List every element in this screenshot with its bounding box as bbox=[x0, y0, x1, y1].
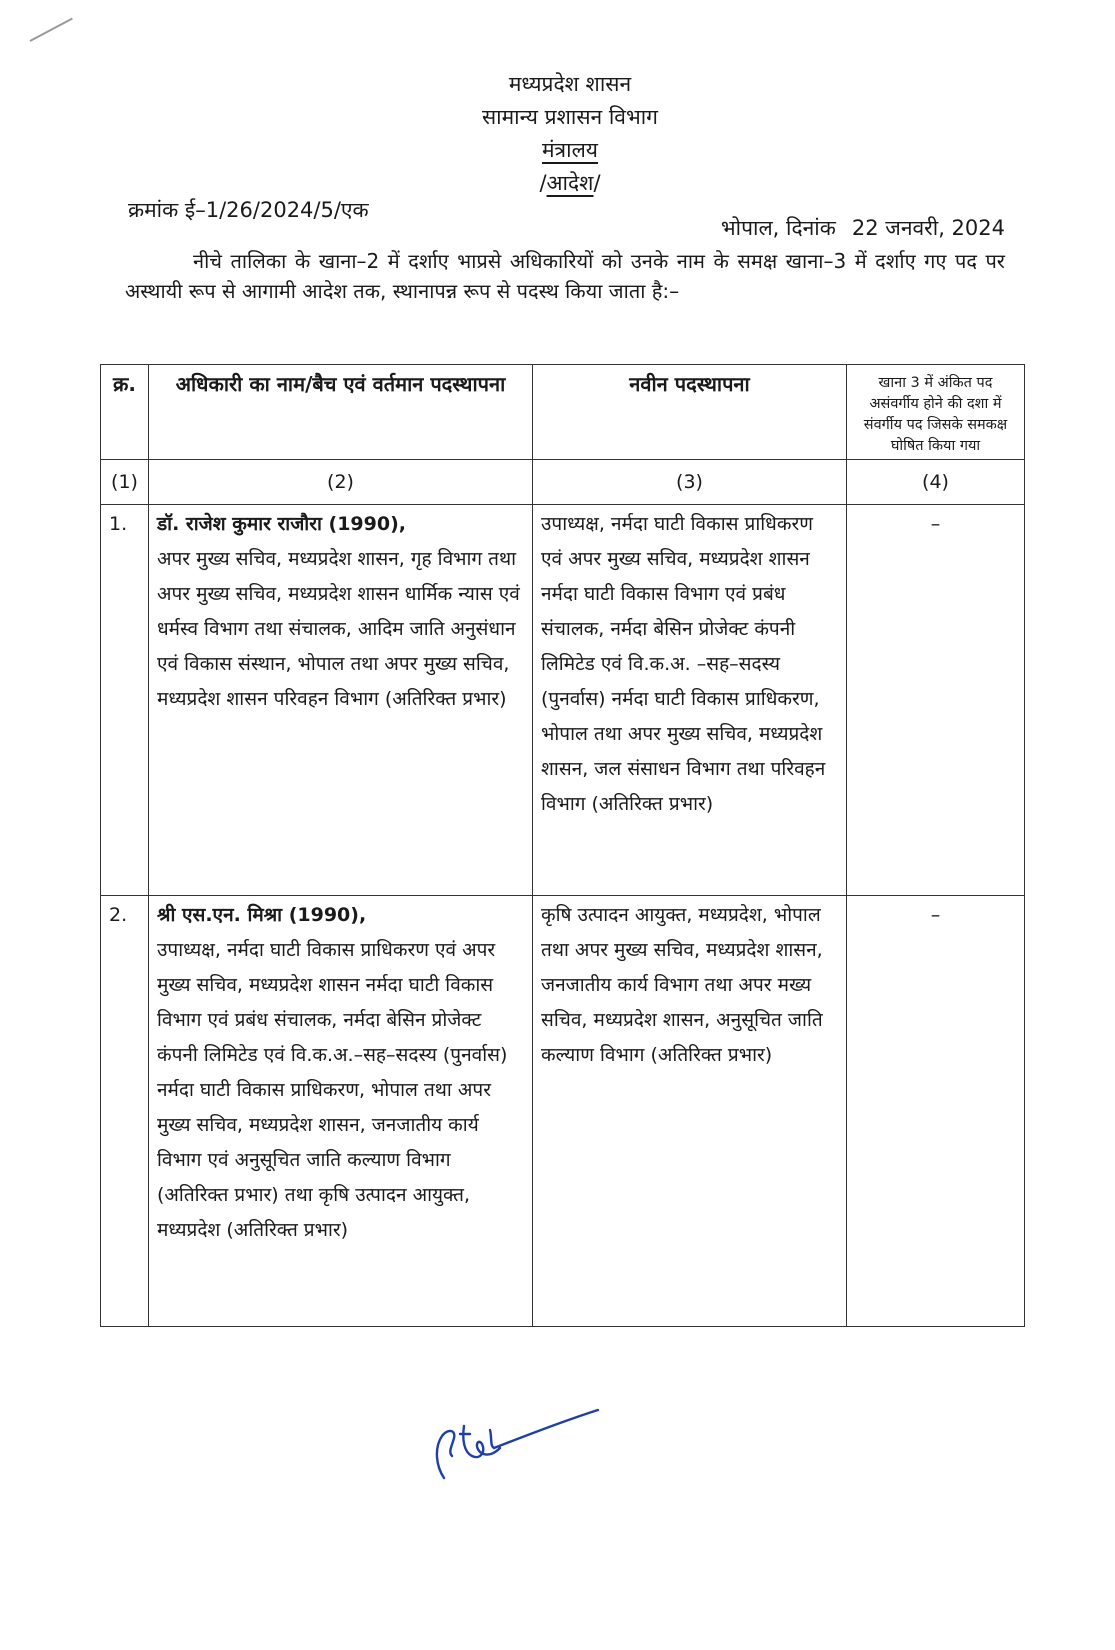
order-date-label: भोपाल, दिनांक bbox=[720, 216, 836, 240]
officer-name: डॉ. राजेश कुमार राजौरा (1990), bbox=[157, 513, 406, 535]
row-serial: 1. bbox=[101, 505, 149, 896]
equivalent-post: – bbox=[847, 896, 1025, 1327]
column-number: (2) bbox=[149, 460, 533, 505]
scan-mark bbox=[30, 18, 73, 42]
officer-cell bbox=[149, 896, 533, 1327]
posting-table bbox=[100, 364, 1025, 1327]
table-row bbox=[101, 896, 1025, 1327]
handwritten-signature-icon bbox=[430, 1408, 600, 1484]
table-row bbox=[101, 505, 1025, 896]
government-name: मध्यप्रदेश शासन bbox=[508, 72, 632, 96]
order-intro-text: नीचे तालिका के खाना–2 में दर्शाए भाप्रसे अधिकारियों को उनके नाम के समक्ष खाना–3 में दर्शाए गए पद पर अस्थायी रूप से आगामी आदेश तक, स्थानापन्न रूप से पदस्थ किया जाता है:– bbox=[125, 249, 1005, 303]
column-number: (3) bbox=[533, 460, 847, 505]
header-serial: क्र. bbox=[101, 365, 149, 460]
document-type-suffix: / bbox=[593, 171, 601, 195]
order-number: क्रमांक ई–1/26/2024/5/एक bbox=[128, 198, 369, 222]
order-date: 22 जनवरी, 2024 bbox=[851, 216, 1005, 240]
table-header-row bbox=[101, 365, 1025, 460]
current-posting: उपाध्यक्ष, नर्मदा घाटी विकास प्राधिकरण एवं अपर मुख्य सचिव, मध्यप्रदेश शासन नर्मदा घाटी विकास विभाग एवं प्रबंध संचालक, नर्मदा बेसिन प्रोजेक्ट कंपनी लिमिटेड एवं वि.क.अ.–सह–सदस्य (पुनर्वास) नर्मदा घाटी विकास प्राधिकरण, भोपाल तथा अपर मुख्य सचिव, मध्यप्रदेश शासन, जनजातीय कार्य विभाग एवं अनुसूचित जाति कल्याण विभाग (अतिरिक्त प्रभार) तथा कृषि उत्पादन आयुक्त, मध्यप्रदेश (अतिरिक्त प्रभार) bbox=[157, 939, 508, 1241]
header-officer: अधिकारी का नाम/बैच एवं वर्तमान पदस्थापना bbox=[149, 365, 533, 460]
document-type-text: आदेश bbox=[546, 171, 594, 195]
column-number: (4) bbox=[847, 460, 1025, 505]
office-name-text: मंत्रालय bbox=[541, 138, 598, 162]
document-type-prefix: / bbox=[539, 171, 547, 195]
new-posting: उपाध्यक्ष, नर्मदा घाटी विकास प्राधिकरण एवं अपर मुख्य सचिव, मध्यप्रदेश शासन नर्मदा घाटी विकास विभाग एवं प्रबंध संचालक, नर्मदा बेसिन प्रोजेक्ट कंपनी लिमिटेड एवं वि.क.अ. –सह–सदस्य (पुनर्वास) नर्मदा घाटी विकास प्राधिकरण, भोपाल तथा अपर मुख्य सचिव, मध्यप्रदेश शासन, जल संसाधन विभाग तथा परिवहन विभाग (अतिरिक्त प्रभार) bbox=[533, 505, 847, 896]
header-new-posting: नवीन पदस्थापना bbox=[533, 365, 847, 460]
column-number-row bbox=[101, 460, 1025, 505]
equivalent-post: – bbox=[847, 505, 1025, 896]
order-date-line bbox=[721, 214, 1005, 242]
current-posting: अपर मुख्य सचिव, मध्यप्रदेश शासन, गृह विभाग तथा अपर मुख्य सचिव, मध्यप्रदेश शासन धार्मिक न्यास एवं धर्मस्व विभाग तथा संचालक, आदिम जाति अनुसंधान एवं विकास संस्थान, भोपाल तथा अपर मुख्य सचिव, मध्यप्रदेश शासन परिवहन विभाग (अतिरिक्त प्रभार) bbox=[157, 548, 520, 710]
department-name: सामान्य प्रशासन विभाग bbox=[481, 105, 659, 129]
column-number: (1) bbox=[101, 460, 149, 505]
office-name bbox=[0, 134, 1115, 167]
row-serial: 2. bbox=[101, 896, 149, 1327]
officer-cell bbox=[149, 505, 533, 896]
header-equivalent-post: खाना 3 में अंकित पद असंवर्गीय होने की दशा में संवर्गीय पद जिसके समकक्ष घोषित किया गया bbox=[847, 365, 1025, 460]
document-header bbox=[0, 68, 1115, 200]
new-posting: कृषि उत्पादन आयुक्त, मध्यप्रदेश, भोपाल तथा अपर मुख्य सचिव, मध्यप्रदेश शासन, जनजातीय कार्य विभाग तथा अपर मख्य सचिव, मध्यप्रदेश शासन, अनुसूचित जाति कल्याण विभाग (अतिरिक्त प्रभार) bbox=[533, 896, 847, 1327]
officer-name: श्री एस.एन. मिश्रा (1990), bbox=[157, 904, 367, 926]
